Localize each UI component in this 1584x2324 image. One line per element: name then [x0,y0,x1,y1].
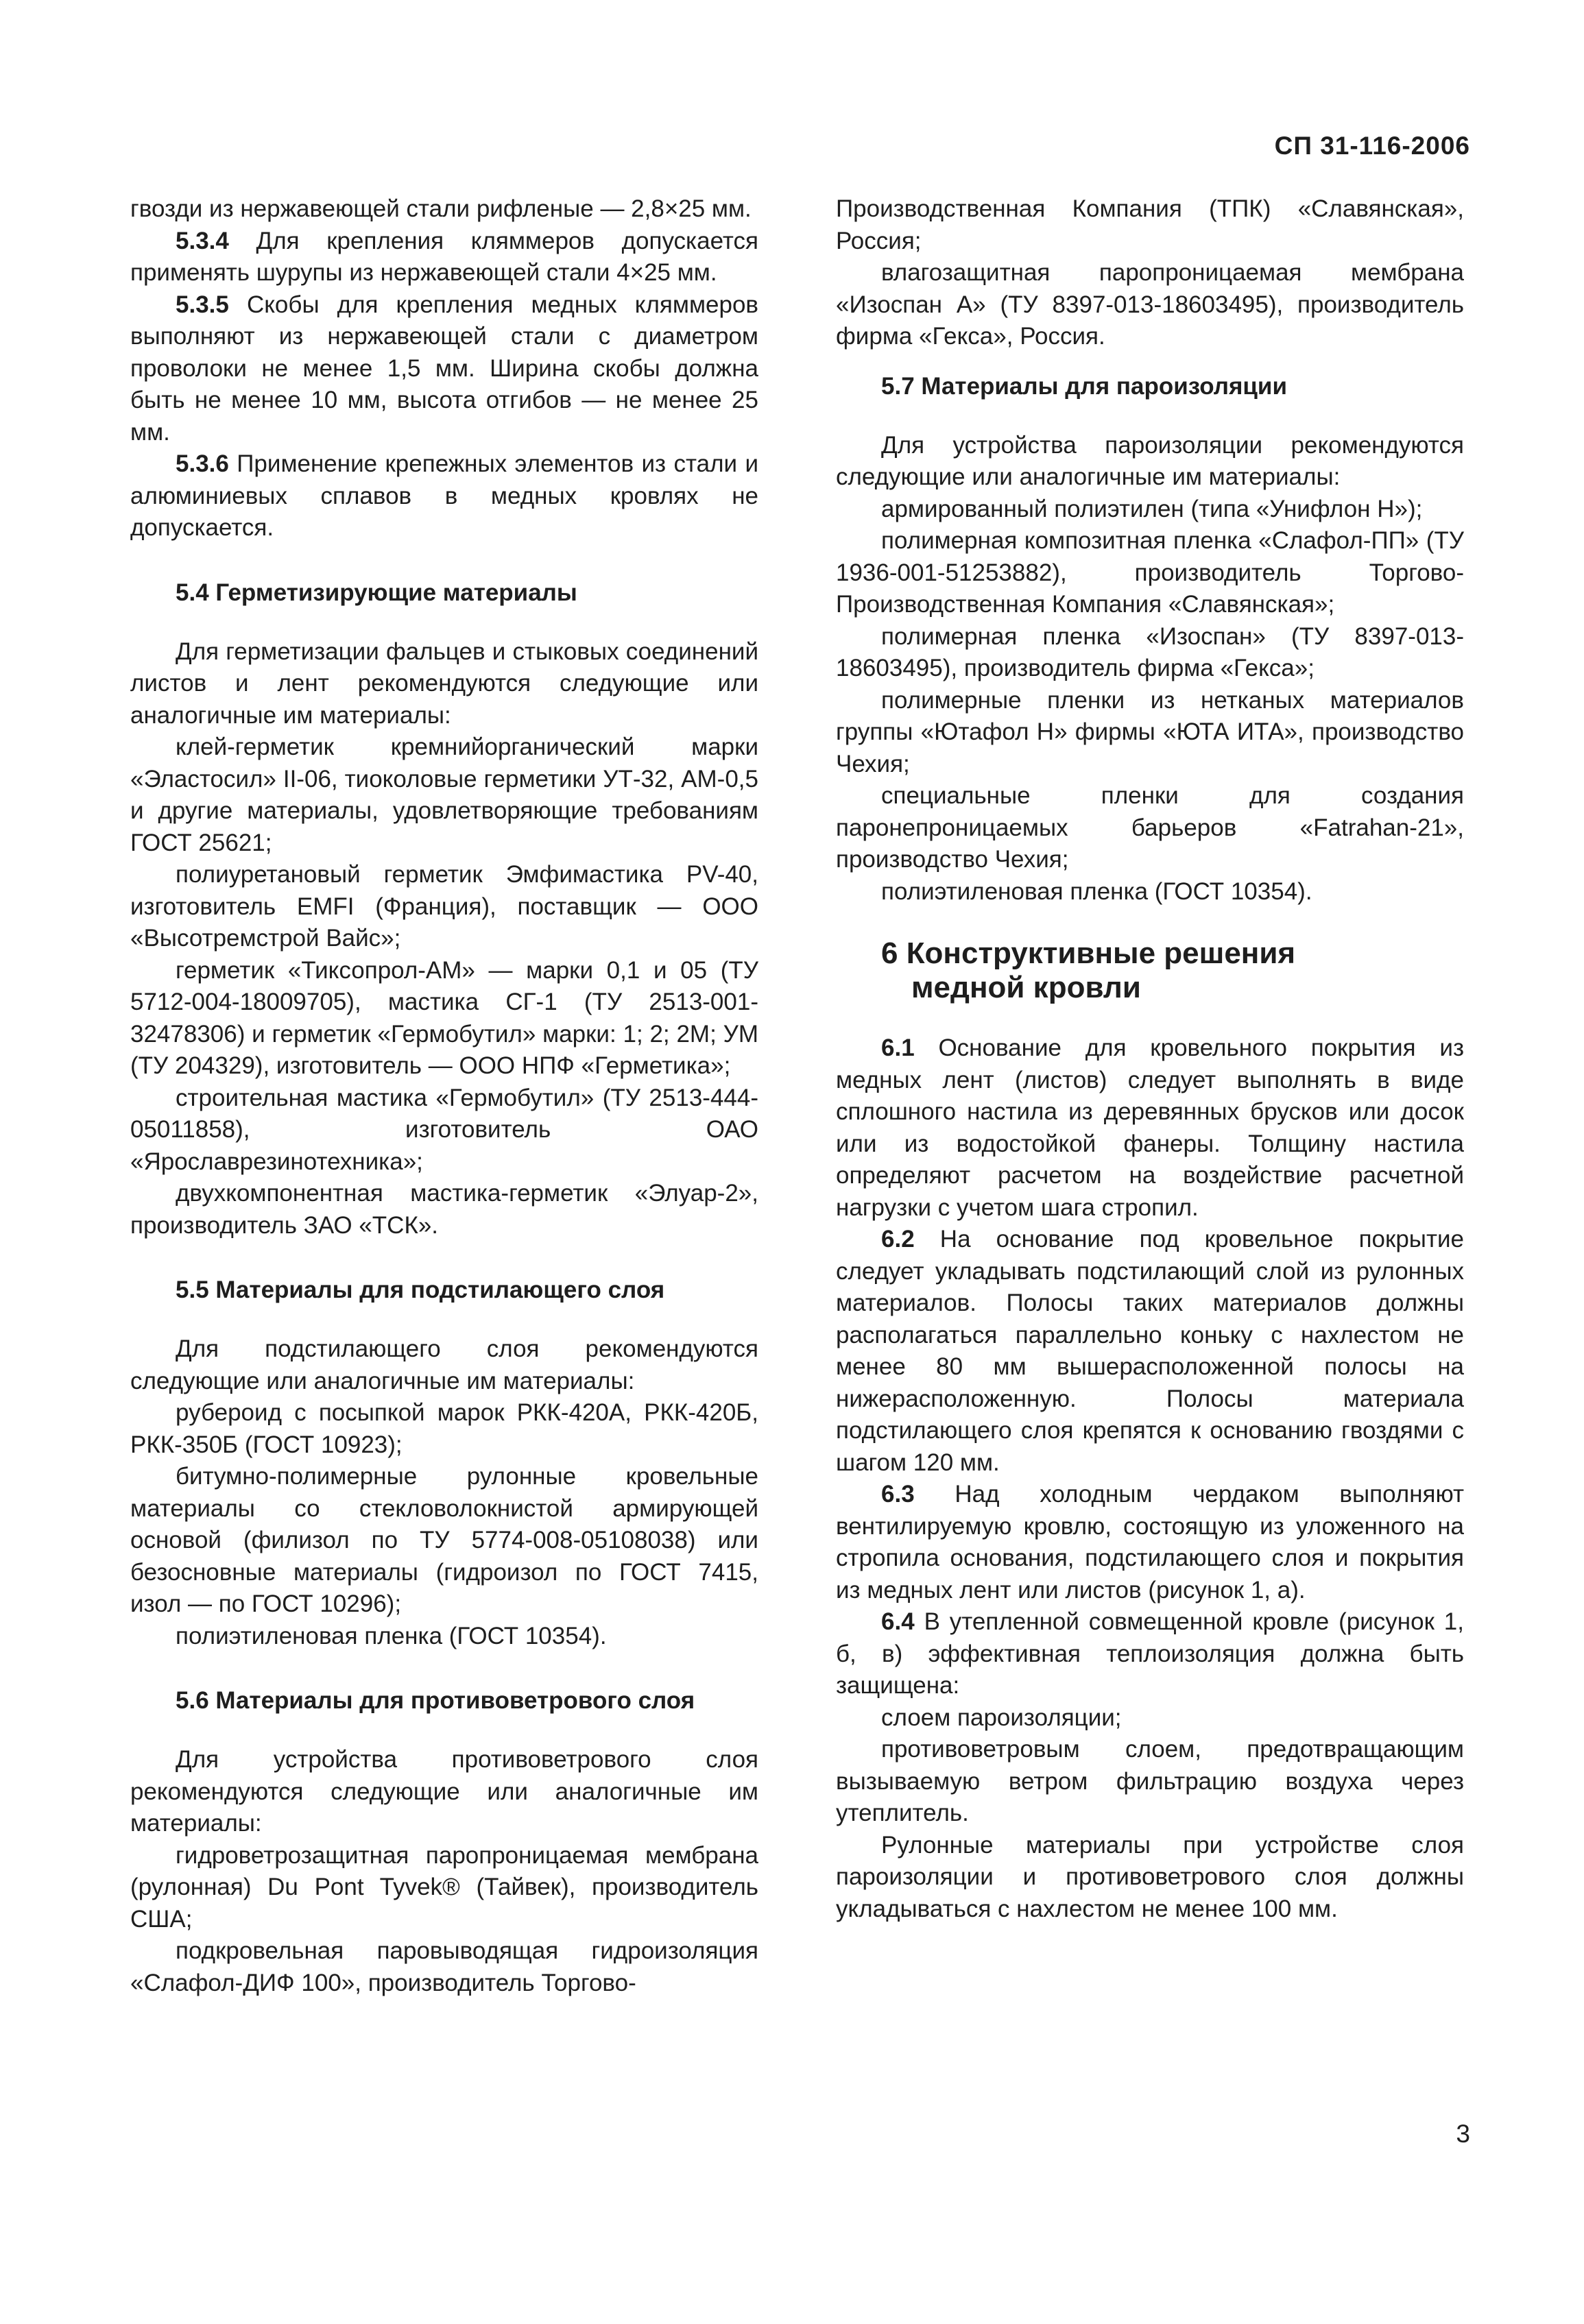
paragraph [130,1082,758,1178]
paragraph [836,1032,1464,1224]
paragraph [130,193,758,226]
paragraph [836,430,1464,494]
paragraph-text: подкровельная паровыводящая гидроизоляция «Слафол-ДИФ 100», производитель Торгово- [130,1937,758,1996]
paragraph [130,1621,758,1653]
paragraph [836,1830,1464,1926]
document-code: СП 31-116-2006 [1274,132,1470,160]
paragraph-text: В утепленной совмещенной кровле (рисунок 1, б, в) эффективная теплоизоляция должна быть защищена: [836,1608,1464,1699]
paragraph [836,1479,1464,1606]
paragraph-text: Для устройства пароизоляции рекомендуются следующие или аналогичные им материалы: [836,431,1464,490]
section-heading: 5.5 Материалы для подстилающего слоя [176,1276,665,1303]
clause-number: 6.4 [881,1608,915,1635]
page-number: 3 [1456,2120,1470,2148]
clause-number: 5.3.6 [176,450,229,477]
paragraph [130,636,758,732]
paragraph-text: влагозащитная паропроницаемая мембрана «Изоспан А» (ТУ 8397-013-18603495), производитель фирма «Гекса», Россия. [836,259,1464,350]
paragraph-text: Для устройства противоветрового слоя рекомендуются следующие или аналогичные им материалы: [130,1746,758,1837]
paragraph [836,525,1464,621]
paragraph [130,955,758,1082]
chapter-heading [881,936,1464,1005]
paragraph [130,1840,758,1936]
paragraph [836,1734,1464,1830]
paragraph-text: полиэтиленовая пленка (ГОСТ 10354). [881,877,1312,905]
paragraph-text: Для подстилающего слоя рекомендуются следующие или аналогичные им материалы: [130,1335,758,1394]
paragraph-text: Производственная Компания (ТПК) «Славянская», Россия; [836,195,1464,254]
paragraph-text: битумно-полимерные рулонные кровельные материалы со стекловолокнистой армирующей основой (филизол по ТУ 5774-008-05108038) или безосновные материалы (гидроизол по ГОСТ 7415, изол — по ГОСТ 10296); [130,1463,758,1617]
section-heading: 5.4 Герметизирующие материалы [176,579,577,606]
paragraph [836,876,1464,908]
clause-number: 5.3.4 [176,227,229,254]
paragraph-text: двухкомпонентная мастика-герметик «Элуар-2», производитель ЗАО «ТСК». [130,1180,758,1239]
paragraph [836,780,1464,876]
left-column [130,193,758,1999]
paragraph [130,448,758,544]
clause-number: 6.3 [881,1481,915,1508]
paragraph-text: полимерная композитная пленка «Слафол-ПП» (ТУ 1936-001-51253882), производитель Торгово-Производственная Компания «Славянская»; [836,527,1464,618]
paragraph [836,685,1464,781]
paragraph [130,1461,758,1621]
section-heading: 5.6 Материалы для противоветрового слоя [176,1687,695,1714]
clause-number: 6.2 [881,1226,915,1252]
paragraph-text: противоветровым слоем, предотвращающим вызываемую ветром фильтрацию воздуха через утеплитель. [836,1736,1464,1826]
section-heading: 5.7 Материалы для пароизоляции [881,372,1287,400]
paragraph-text: рубероид с посыпкой марок РКК-420А, РКК-420Б, РКК-350Б (ГОСТ 10923); [130,1399,758,1458]
paragraph [836,494,1464,526]
paragraph [130,1333,758,1397]
paragraph [130,1935,758,1999]
paragraph [836,1606,1464,1702]
paragraph [130,859,758,955]
paragraph-text: гвозди из нержавеющей стали рифленые — 2,8×25 мм. [130,195,752,222]
paragraph [130,289,758,449]
paragraph-text: полиэтиленовая пленка (ГОСТ 10354). [176,1622,607,1649]
chapter-heading-line: медной кровли [911,971,1141,1004]
paragraph [130,731,758,859]
paragraph-text: Применение крепежных элементов из стали и алюминиевых сплавов в медных кровлях не допускается. [130,450,758,541]
paragraph [836,621,1464,685]
paragraph [130,1178,758,1242]
paragraph [836,193,1464,257]
clause-number: 6.1 [881,1034,915,1061]
paragraph [130,1744,758,1840]
chapter-heading-line: 6 Конструктивные решения [881,936,1296,970]
right-column [836,193,1464,1925]
paragraph [836,1702,1464,1734]
paragraph-text: строительная мастика «Гермобутил» (ТУ 2513-444-05011858), изготовитель ОАО «Ярославрезинотехника»; [130,1084,758,1175]
paragraph-text: полиуретановый герметик Эмфимастика PV-40, изготовитель EMFI (Франция), поставщик — ООО «Высотремстрой Вайс»; [130,861,758,952]
paragraph-text: полимерные пленки из нетканых материалов группы «Ютафол Н» фирмы «ЮТА ИТА», производство Чехия; [836,686,1464,777]
paragraph-text: слоем пароизоляции; [881,1704,1122,1731]
paragraph-text: специальные пленки для создания паронепроницаемых барьеров «Fatrahan-21», производство Чехия; [836,782,1464,873]
clause-number: 5.3.5 [176,291,229,318]
paragraph-text: армированный полиэтилен (типа «Унифлон Н»); [881,495,1423,522]
paragraph-text: Для герметизации фальцев и стыковых соединений листов и лент рекомендуются следующие или аналогичные им материалы: [130,638,758,729]
paragraph-text: полимерная пленка «Изоспан» (ТУ 8397-013-18603495), производитель фирма «Гекса»; [836,622,1464,681]
paragraph [836,1224,1464,1479]
paragraph [836,257,1464,353]
paragraph-text: На основание под кровельное покрытие следует укладывать подстилающий слой из рулонных материалов. Полосы таких материалов должны располагаться параллельно коньку с нахлестом не менее 80 мм вышерасположенной полосы на нижерасположенную. Полосы материала подстилающего слоя крепятся к основанию гвоздями с шагом 120 мм. [836,1226,1464,1476]
paragraph-text: герметик «Тиксопрол-АМ» — марки 0,1 и 05 (ТУ 5712-004-18009705), мастика СГ-1 (ТУ 2513-001-32478306) и герметик «Гермобутил» марки: 1; 2; 2М; УМ (ТУ 204329), изготовитель — ООО НПФ «Герметика»; [130,956,758,1079]
paragraph [130,1397,758,1461]
paragraph-text: гидроветрозащитная паропроницаемая мембрана (рулонная) Du Pont Tyvek® (Тайвек), производитель США; [130,1841,758,1933]
paragraph-text: Скобы для крепления медных кляммеров выполняют из нержавеющей стали с диаметром проволоки не менее 1,5 мм. Ширина скобы должна быть не менее 10 мм, высота отгибов — не менее 25 мм. [130,291,758,446]
paragraph-text: Над холодным чердаком выполняют вентилируемую кровлю, состоящую из уложенного на стропила основания, подстилающего слоя и покрытия из медных лент или листов (рисунок 1, а). [836,1481,1464,1603]
paragraph-text: Основание для кровельного покрытия из медных лент (листов) следует выполнять в виде сплошного настила из деревянных брусков или досок или из водостойкой фанеры. Толщину настила определяют расчетом на воздействие расчетной нагрузки с учетом шага стропил. [836,1034,1464,1221]
paragraph-text: Для крепления кляммеров допускается применять шурупы из нержавеющей стали 4×25 мм. [130,227,758,286]
paragraph [130,226,758,289]
paragraph-text: клей-герметик кремнийорганический марки «Эластосил» II-06, тиоколовые герметики УТ-32, АМ-0,5 и другие материалы, удовлетворяющие требованиям ГОСТ 25621; [130,734,758,856]
paragraph-text: Рулонные материалы при устройстве слоя пароизоляции и противоветрового слоя должны укладываться с нахлестом не менее 100 мм. [836,1831,1464,1922]
